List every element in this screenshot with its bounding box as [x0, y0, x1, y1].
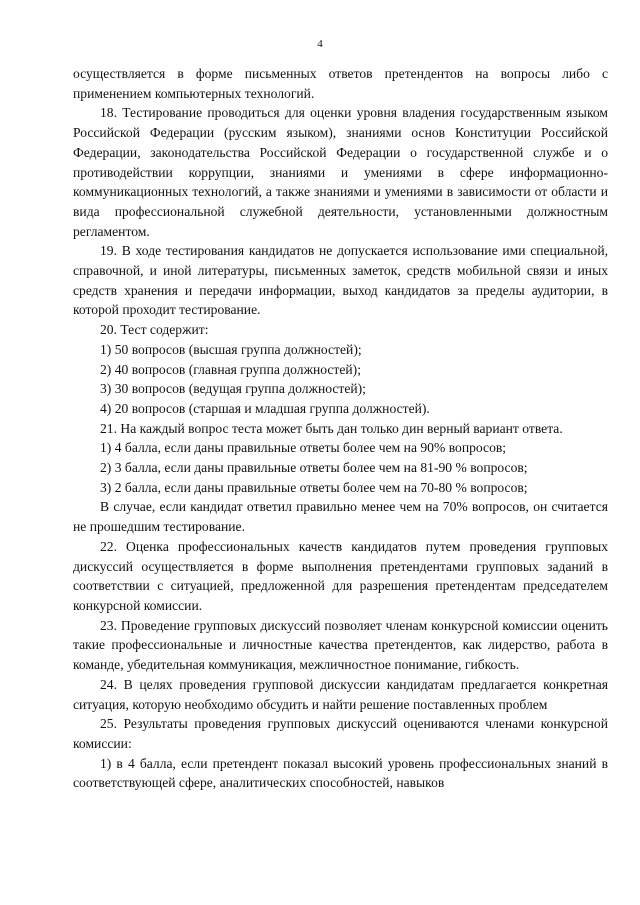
list-item-20-1: 1) 50 вопросов (высшая группа должностей);	[100, 341, 362, 357]
list-item-21-2: 2) 3 балла, если даны правильные ответы более чем на 81-90 % вопросов;	[100, 460, 528, 476]
paragraph-24: 24. В целях проведения групповой дискуссии кандидатам предлагается конкретная ситуация, которую необходимо обсудить и найти решение поставленных проблем	[73, 676, 608, 712]
paragraph-20: 20. Тест содержит:	[100, 322, 209, 338]
page-number: 4	[317, 38, 323, 50]
list-item-20-3: 3) 30 вопросов (ведущая группа должностей);	[100, 381, 366, 397]
paragraph-21-note: В случае, если кандидат ответил правильно менее чем на 70% вопросов, он считается не прошедшим тестирование.	[73, 499, 608, 535]
paragraph-19: 19. В ходе тестирования кандидатов не допускается использование ими специальной, справочной, и иной литературы, письменных заметок, средств мобильной связи и иных средств хранения и передачи информации, выход кандидатов за пределы аудитории, в которой проходит тестирование.	[73, 243, 608, 318]
document-body	[73, 64, 608, 793]
paragraph-18: 18. Тестирование проводиться для оценки уровня владения государственным языком Российской Федерации (русским языком), знаниями основ Конституции Российской Федерации, законодательства Российской Федерации о государственной службе и о противодействии коррупции, знаниями и умениями в сфере информационно-коммуникационных технологий, а также знаниями и умениями в зависимости от области и вида профессиональной служебной деятельности, установленными должностным регламентом.	[73, 105, 608, 239]
paragraph-continuation: осуществляется в форме письменных ответов претендентов на вопросы либо с применением компьютерных технологий.	[73, 66, 608, 101]
paragraph-25: 25. Результаты проведения групповых дискуссий оцениваются членами конкурсной комиссии:	[73, 716, 608, 751]
list-item-21-1: 1) 4 балла, если даны правильные ответы более чем на 90% вопросов;	[100, 440, 507, 456]
paragraph-22: 22. Оценка профессиональных качеств кандидатов путем проведения групповых дискуссий осуществляется в форме выполнения претендентами групповых заданий в соответствии с ситуацией, предложенной для разрешения претендентам председателем конкурсной комиссии.	[73, 538, 608, 613]
list-item-25-1: 1) в 4 балла, если претендент показал высокий уровень профессиональных знаний в соответствующей сфере, аналитических способностей, навыков	[73, 755, 608, 791]
paragraph-21: 21. На каждый вопрос теста может быть дан только дин верный вариант ответа.	[100, 420, 563, 436]
list-item-20-4: 4) 20 вопросов (старшая и младшая группа должностей).	[100, 400, 430, 416]
list-item-21-3: 3) 2 балла, если даны правильные ответы более чем на 70-80 % вопросов;	[100, 479, 528, 495]
list-item-20-2: 2) 40 вопросов (главная группа должностей);	[100, 361, 361, 377]
paragraph-23: 23. Проведение групповых дискуссий позволяет членам конкурсной комиссии оценить такие профессиональные и личностные качества претендентов, как лидерство, работа в команде, убедительная коммуникация, межличностное понимание, гибкость.	[73, 617, 608, 673]
